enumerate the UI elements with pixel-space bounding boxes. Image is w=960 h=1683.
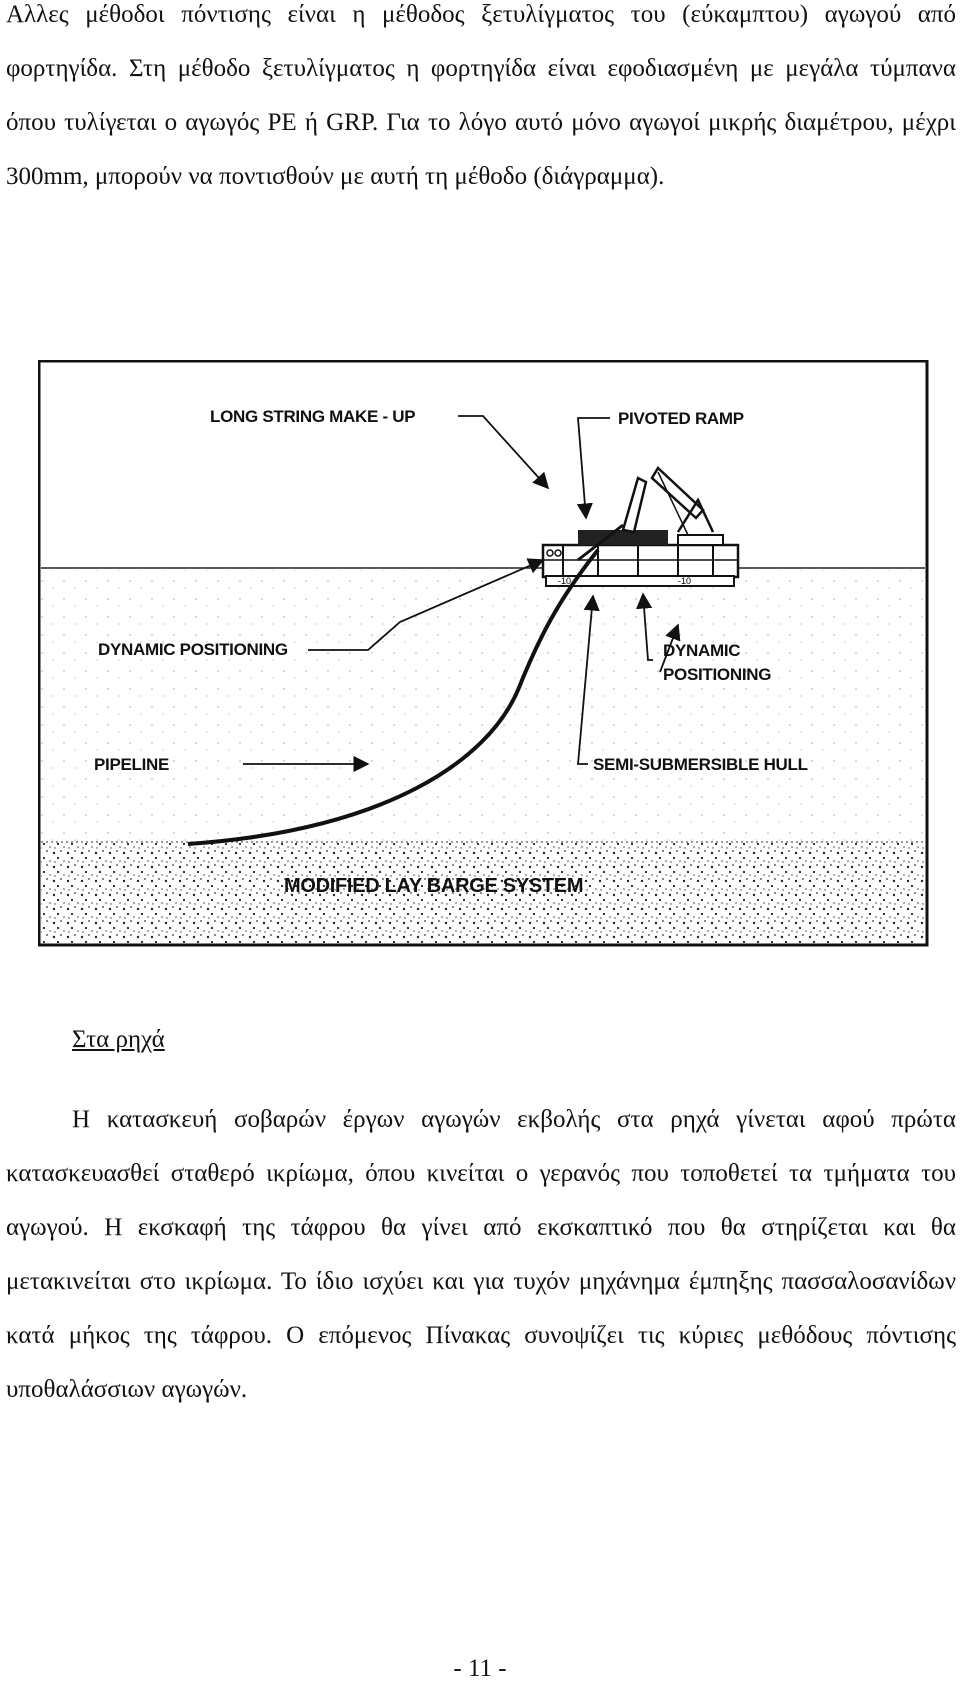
page-number: - 11 - xyxy=(453,1655,507,1682)
section-paragraph: Η κατασκευή σοβαρών έργων αγωγών εκβολής στα ρηχά γίνεται αφού πρώτα κατασκευασθεί σταθερό ικρίωμα, όπου κινείται ο γερανός που τοποθετεί τα τμήματα του αγωγού. Η εκσκαφή της τάφρου θα γίνει από εκσκαπτικό που θα στηρίζεται και θα μετακινείται στο ικρίωμα. Το ίδιο ισχύει και για τυχόν μηχάνημα έμπηξης πασσαλοσανίδων κατά μήκος της τάφρου. Ο επόμενος Πίνακας συνοψίζει τις κύριες μεθόδους πόντισης υποθαλάσσιων αγωγών. xyxy=(6,1106,956,1403)
intro-text: Αλλες μέθοδοι πόντισης είναι η μέθοδος ξετυλίγματος του (εύκαμπτου) αγωγού από φορτηγίδα. Στη μέθοδο ξετυλίγματος η φορτηγίδα είναι εφοδιασμένη με μεγάλα τύμπανα όπου τυλίγεται ο αγωγός PE ή GRP. Για το λόγο αυτό μόνο αγωγοί μικρής διαμέτρου, μέχρι 300mm, μπορούν να ποντισθούν με αυτή τη μέθοδο (διάγραμμα). xyxy=(6,1,956,190)
label-pipeline: PIPELINE xyxy=(94,755,170,774)
section-heading: Στα ρηχά xyxy=(72,1026,165,1053)
label-dynamic-positioning-left: DYNAMIC POSITIONING xyxy=(98,640,288,659)
label-pivoted-ramp: PIVOTED RAMP xyxy=(618,409,744,428)
diagram-svg xyxy=(38,360,930,950)
label-long-string: LONG STRING MAKE - UP xyxy=(210,407,416,426)
sea-water xyxy=(41,570,925,845)
diagram-caption: MODIFIED LAY BARGE SYSTEM xyxy=(284,875,584,897)
intro-paragraph xyxy=(6,0,956,204)
svg-text:-10: -10 xyxy=(678,576,692,586)
label-dynamic-positioning-right-1: DYNAMIC xyxy=(663,641,741,660)
label-semi-submersible: SEMI-SUBMERSIBLE HULL xyxy=(593,755,808,774)
lay-barge-diagram xyxy=(38,360,930,950)
label-dynamic-positioning-right-2: POSITIONING xyxy=(663,665,772,684)
svg-text:-10: -10 xyxy=(558,576,572,586)
